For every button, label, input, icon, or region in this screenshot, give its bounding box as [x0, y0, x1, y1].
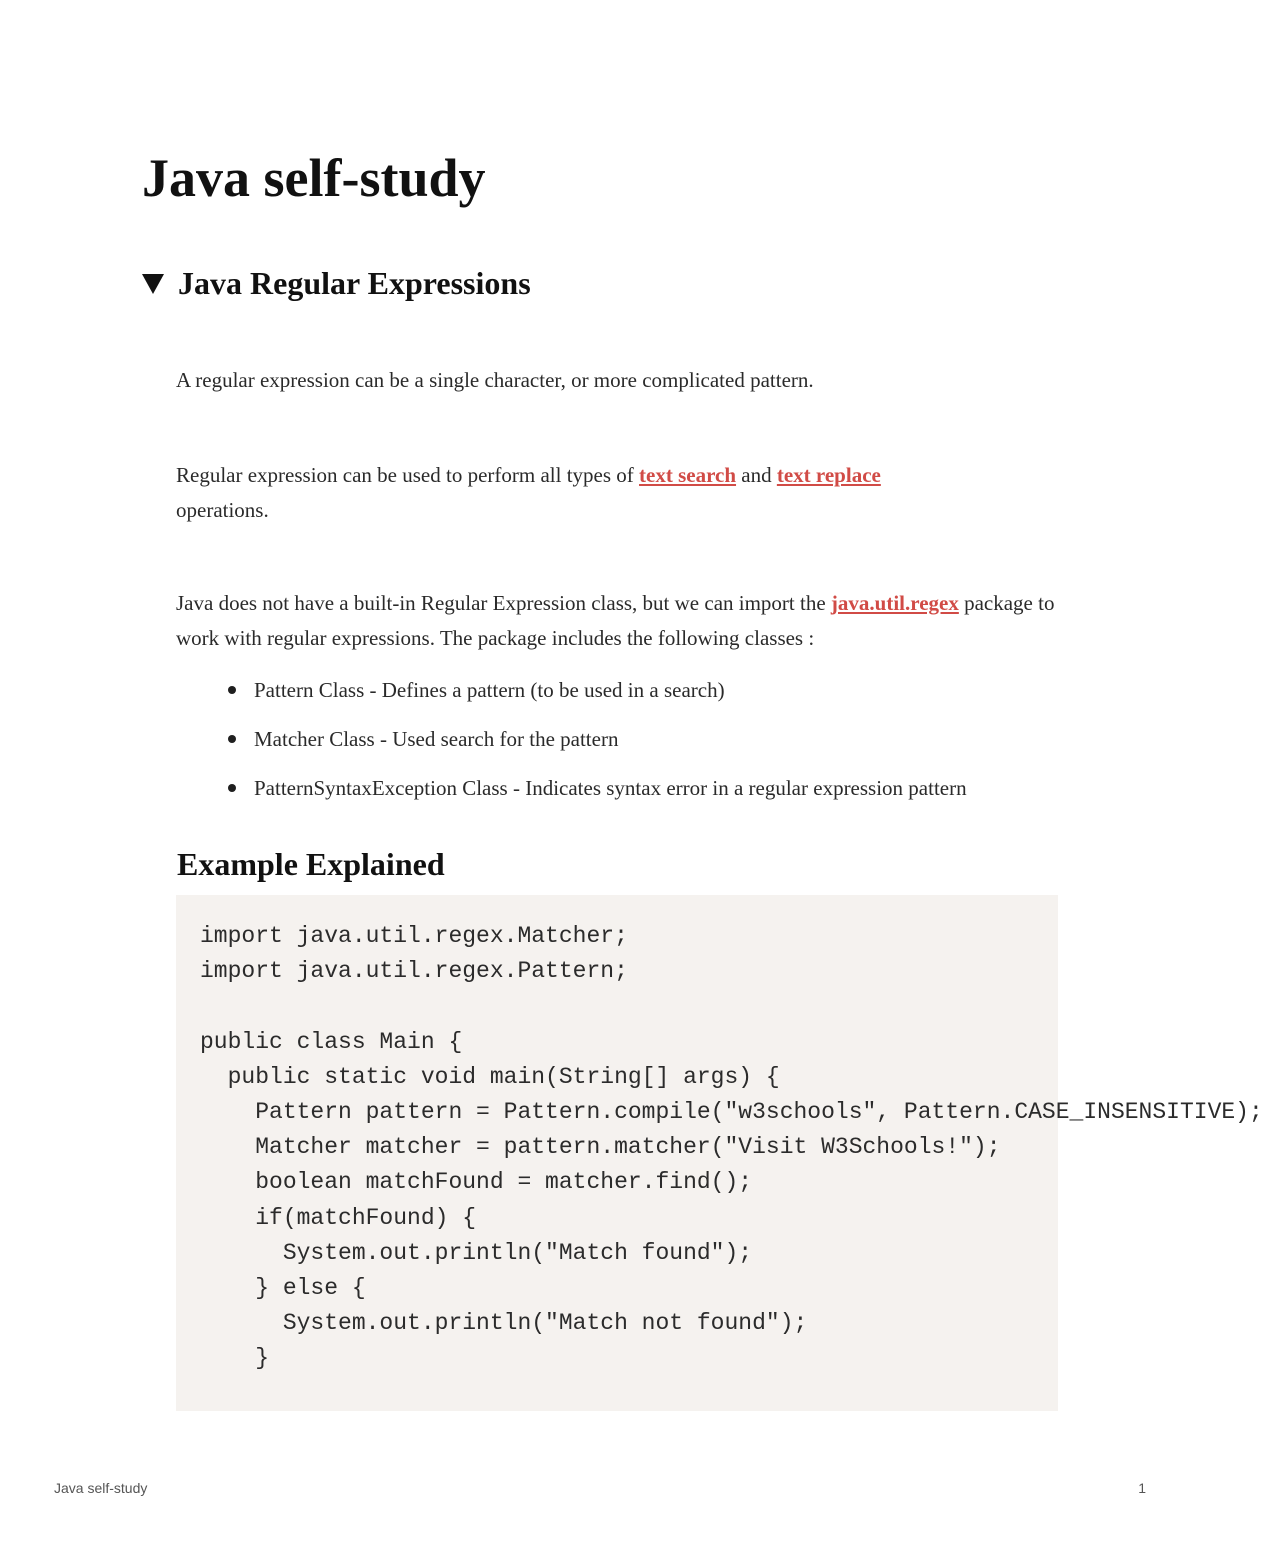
link-text-replace[interactable]: text replace: [776, 463, 881, 487]
list-item: Pattern Class - Defines a pattern (to be used in a search): [176, 672, 1076, 708]
list-item: Matcher Class - Used search for the pattern: [176, 721, 1076, 757]
example-heading: Example Explained: [177, 846, 445, 882]
toggle-heading-regex[interactable]: [142, 261, 531, 305]
paragraph-usage-text-after: operations.: [176, 498, 269, 522]
paragraph-usage-text-before: Regular expression can be used to perform all types of: [176, 463, 640, 487]
paragraph-usage: [176, 458, 976, 528]
footer-title: Java self-study: [54, 1480, 148, 1496]
class-list: [176, 672, 1076, 819]
paragraph-package-text-before: Java does not have a built-in Regular Expression class, but we can import the: [176, 591, 831, 615]
triangle-down-icon[interactable]: [142, 274, 164, 294]
toggle-heading-label: Java Regular Expressions: [178, 265, 531, 301]
paragraph-package: [176, 586, 1066, 656]
paragraph-usage-text-middle: and: [736, 463, 777, 487]
page-title: Java self-study: [142, 148, 486, 208]
code-text[interactable]: import java.util.regex.Matcher; import java.util.regex.Pattern; public class Main { public static void main(String[] args) { Pattern pattern = Pattern.compile("w3schools", Pattern.CASE_INSENSITIVE); Matcher matcher = pattern.matcher("Visit W3Schools!"); boolean matchFound = matcher.find(); if(matchFound) { System.out.println("Match found"); } else { System.out.println("Match not found"); }: [200, 923, 1263, 1372]
paragraph-intro: A regular expression can be a single character, or more complicated pattern.: [176, 368, 814, 392]
link-java-util-regex[interactable]: java.util.regex: [830, 591, 959, 615]
list-item: PatternSyntaxException Class - Indicates syntax error in a regular expression pattern: [176, 770, 1076, 806]
code-block[interactable]: [176, 895, 1263, 1411]
paragraph-package-text-after: package to work with regular expressions. The package includes the following classes :: [176, 591, 1055, 650]
link-text-search[interactable]: text search: [639, 463, 737, 487]
page-number: 1: [1138, 1480, 1146, 1496]
